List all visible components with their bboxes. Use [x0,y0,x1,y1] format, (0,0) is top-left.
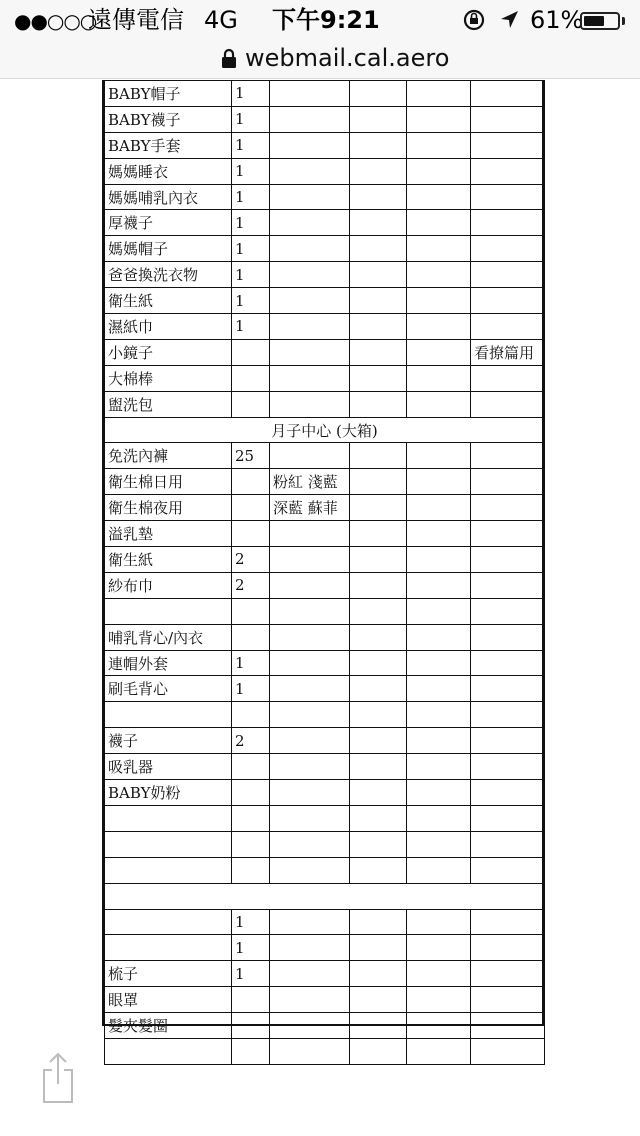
check-cell [350,987,407,1013]
quantity-cell: 1 [232,935,270,961]
remark-cell [471,598,545,624]
remark-cell [471,236,545,262]
check-cell [407,935,471,961]
remark-cell [471,702,545,728]
item-name-cell: 吸乳器 [105,754,232,780]
check-cell [350,495,407,521]
remark-cell [471,365,545,391]
note-cell [270,650,350,676]
note-cell: 深藍 蘇菲 [270,495,350,521]
note-cell [270,780,350,806]
table-row [105,624,545,650]
address-bar[interactable] [0,40,640,79]
table-row [105,469,545,495]
check-cell [407,780,471,806]
check-cell [407,469,471,495]
table-row [105,676,545,702]
table-row [105,106,545,132]
check-cell [407,184,471,210]
remark-cell [471,780,545,806]
quantity-cell [232,521,270,547]
check-cell [350,728,407,754]
item-name-cell [105,909,232,935]
check-cell [407,314,471,340]
table-row [105,1013,545,1039]
quantity-cell: 1 [232,314,270,340]
item-name-cell: BABY奶粉 [105,780,232,806]
item-name-cell [105,702,232,728]
check-cell [350,288,407,314]
check-cell [407,262,471,288]
check-cell [407,339,471,365]
check-cell [350,676,407,702]
table-row [105,314,545,340]
quantity-cell: 2 [232,547,270,573]
note-cell [270,805,350,831]
item-name-cell: 哺乳背心/內衣 [105,624,232,650]
quantity-cell: 1 [232,81,270,107]
quantity-cell [232,365,270,391]
check-cell [407,132,471,158]
remark-cell [471,262,545,288]
check-cell [350,339,407,365]
table-row [105,909,545,935]
table-row [105,184,545,210]
quantity-cell [232,624,270,650]
note-cell [270,909,350,935]
note-cell [270,547,350,573]
remark-cell [471,314,545,340]
table-row [105,339,545,365]
item-name-cell: 媽媽哺乳內衣 [105,184,232,210]
item-name-cell [105,598,232,624]
location-arrow-icon [498,5,520,40]
check-cell [407,391,471,417]
item-name-cell: 溢乳墊 [105,521,232,547]
remark-cell [471,728,545,754]
note-cell [270,598,350,624]
quantity-cell: 1 [232,961,270,987]
remark-cell [471,106,545,132]
table-row [105,728,545,754]
item-name-cell: 衛生紙 [105,547,232,573]
item-name-cell: 連帽外套 [105,650,232,676]
note-cell [270,624,350,650]
remark-cell [471,676,545,702]
table-row [105,780,545,806]
check-cell [407,598,471,624]
check-cell [350,935,407,961]
note-cell [270,1038,350,1064]
check-cell [350,831,407,857]
item-name-cell: 眼罩 [105,987,232,1013]
check-cell [350,236,407,262]
table-row [105,288,545,314]
note-cell [270,81,350,107]
url-text[interactable]: webmail.cal.aero [245,44,450,72]
check-cell [407,81,471,107]
remark-cell [471,547,545,573]
quantity-cell: 25 [232,443,270,469]
table-row [105,857,545,883]
quantity-cell: 1 [232,184,270,210]
table-row [105,443,545,469]
checklist-document [102,80,544,1035]
check-cell [407,495,471,521]
check-cell [407,987,471,1013]
check-cell [407,288,471,314]
check-cell [350,650,407,676]
remark-cell [471,1013,545,1039]
note-cell [270,158,350,184]
item-name-cell [105,935,232,961]
remark-cell [471,210,545,236]
quantity-cell: 1 [232,288,270,314]
table-row [105,935,545,961]
table-row [105,572,545,598]
note-cell [270,702,350,728]
quantity-cell [232,987,270,1013]
remark-cell [471,1038,545,1064]
remark-cell [471,158,545,184]
note-cell [270,987,350,1013]
quantity-cell [232,598,270,624]
item-name-cell: 衛生棉夜用 [105,495,232,521]
remark-cell: 看撩篇用 [471,339,545,365]
quantity-cell: 2 [232,728,270,754]
share-icon[interactable] [40,1052,76,1104]
check-cell [350,262,407,288]
check-cell [407,624,471,650]
check-cell [407,1038,471,1064]
item-name-cell: 大棉棒 [105,365,232,391]
checklist-table [104,80,545,1065]
quantity-cell [232,780,270,806]
check-cell [350,1038,407,1064]
check-cell [407,961,471,987]
section-row [105,417,545,443]
note-cell [270,132,350,158]
item-name-cell: 梳子 [105,961,232,987]
table-row [105,210,545,236]
check-cell [350,132,407,158]
quantity-cell: 1 [232,909,270,935]
remark-cell [471,754,545,780]
item-name-cell: 媽媽睡衣 [105,158,232,184]
note-cell [270,961,350,987]
note-cell [270,443,350,469]
section-title: 月子中心 (大箱) [105,417,545,443]
check-cell [350,598,407,624]
item-name-cell: 紗布巾 [105,572,232,598]
item-name-cell: 厚襪子 [105,210,232,236]
remark-cell [471,521,545,547]
item-name-cell: 襪子 [105,728,232,754]
check-cell [350,469,407,495]
check-cell [407,443,471,469]
quantity-cell [232,391,270,417]
item-name-cell: 媽媽帽子 [105,236,232,262]
check-cell [407,728,471,754]
table-row [105,754,545,780]
battery-icon [580,12,620,30]
check-cell [350,81,407,107]
check-cell [407,857,471,883]
check-cell [407,805,471,831]
check-cell [407,236,471,262]
quantity-cell [232,805,270,831]
item-name-cell [105,805,232,831]
check-cell [350,106,407,132]
quantity-cell [232,469,270,495]
remark-cell [471,443,545,469]
note-cell [270,365,350,391]
check-cell [407,676,471,702]
item-name-cell [105,857,232,883]
table-row [105,521,545,547]
check-cell [350,754,407,780]
check-cell [350,210,407,236]
quantity-cell: 1 [232,106,270,132]
note-cell [270,676,350,702]
table-row [105,961,545,987]
table-row [105,805,545,831]
note-cell [270,728,350,754]
note-cell [270,935,350,961]
item-name-cell: 盥洗包 [105,391,232,417]
note-cell: 粉紅 淺藍 [270,469,350,495]
check-cell [407,547,471,573]
quantity-cell [232,754,270,780]
table-row [105,598,545,624]
check-cell [350,391,407,417]
check-cell [350,521,407,547]
carrier-name: 遠傳電信 [88,6,184,34]
quantity-cell: 1 [232,132,270,158]
check-cell [407,831,471,857]
remark-cell [471,650,545,676]
check-cell [350,702,407,728]
remark-cell [471,572,545,598]
item-name-cell: BABY帽子 [105,81,232,107]
check-cell [350,961,407,987]
remark-cell [471,831,545,857]
note-cell [270,210,350,236]
check-cell [407,702,471,728]
table-row [105,391,545,417]
item-name-cell: 濕紙巾 [105,314,232,340]
check-cell [407,1013,471,1039]
check-cell [350,909,407,935]
item-name-cell: BABY手套 [105,132,232,158]
section-title [105,883,545,909]
note-cell [270,1013,350,1039]
quantity-cell: 1 [232,236,270,262]
remark-cell [471,184,545,210]
quantity-cell: 1 [232,158,270,184]
table-row [105,158,545,184]
table-row [105,132,545,158]
item-name-cell: 免洗內褲 [105,443,232,469]
quantity-cell [232,339,270,365]
remark-cell [471,469,545,495]
status-time: 下午9:21 [272,6,380,34]
table-row [105,365,545,391]
check-cell [350,572,407,598]
check-cell [407,909,471,935]
battery-level-fill [584,16,604,26]
item-name-cell: 衛生棉日用 [105,469,232,495]
note-cell [270,339,350,365]
note-cell [270,857,350,883]
battery-nub [622,17,625,25]
remark-cell [471,624,545,650]
quantity-cell [232,495,270,521]
remark-cell [471,805,545,831]
note-cell [270,391,350,417]
note-cell [270,236,350,262]
quantity-cell [232,702,270,728]
check-cell [350,780,407,806]
note-cell [270,754,350,780]
item-name-cell: 爸爸換洗衣物 [105,262,232,288]
note-cell [270,831,350,857]
quantity-cell [232,1038,270,1064]
note-cell [270,184,350,210]
table-row [105,547,545,573]
remark-cell [471,987,545,1013]
item-name-cell: 衛生紙 [105,288,232,314]
quantity-cell: 1 [232,210,270,236]
table-row [105,650,545,676]
quantity-cell: 2 [232,572,270,598]
item-name-cell: 髮夾髮圈 [105,1013,232,1039]
quantity-cell: 1 [232,650,270,676]
quantity-cell: 1 [232,676,270,702]
status-bar [0,0,640,40]
item-name-cell: BABY襪子 [105,106,232,132]
remark-cell [471,132,545,158]
remark-cell [471,288,545,314]
lock-icon [218,46,240,70]
remark-cell [471,961,545,987]
remark-cell [471,391,545,417]
table-row [105,702,545,728]
table-row [105,262,545,288]
check-cell [407,210,471,236]
note-cell [270,314,350,340]
note-cell [270,106,350,132]
quantity-cell: 1 [232,262,270,288]
note-cell [270,288,350,314]
quantity-cell [232,831,270,857]
remark-cell [471,935,545,961]
signal-strength-icon: ●●○○○ [14,9,97,33]
check-cell [350,1013,407,1039]
item-name-cell: 刷毛背心 [105,676,232,702]
network-type: 4G [204,6,238,34]
rotation-lock-icon [462,5,486,40]
check-cell [407,158,471,184]
check-cell [350,314,407,340]
note-cell [270,262,350,288]
remark-cell [471,495,545,521]
battery-percentage: 61% [530,6,584,34]
remark-cell [471,857,545,883]
table-row [105,831,545,857]
check-cell [350,857,407,883]
remark-cell [471,909,545,935]
check-cell [350,443,407,469]
table-row [105,987,545,1013]
check-cell [407,106,471,132]
item-name-cell [105,831,232,857]
remark-cell [471,81,545,107]
check-cell [350,805,407,831]
check-cell [407,754,471,780]
checklist-table-body [105,81,545,1065]
note-cell [270,521,350,547]
note-cell [270,572,350,598]
table-row [105,236,545,262]
check-cell [350,547,407,573]
quantity-cell [232,857,270,883]
check-cell [350,184,407,210]
table-row [105,495,545,521]
quantity-cell [232,1013,270,1039]
section-row [105,883,545,909]
table-row [105,1038,545,1064]
check-cell [407,521,471,547]
check-cell [407,365,471,391]
check-cell [350,158,407,184]
check-cell [350,365,407,391]
item-name-cell: 小鏡子 [105,339,232,365]
check-cell [407,572,471,598]
check-cell [407,650,471,676]
check-cell [350,624,407,650]
table-row [105,81,545,107]
item-name-cell [105,1038,232,1064]
